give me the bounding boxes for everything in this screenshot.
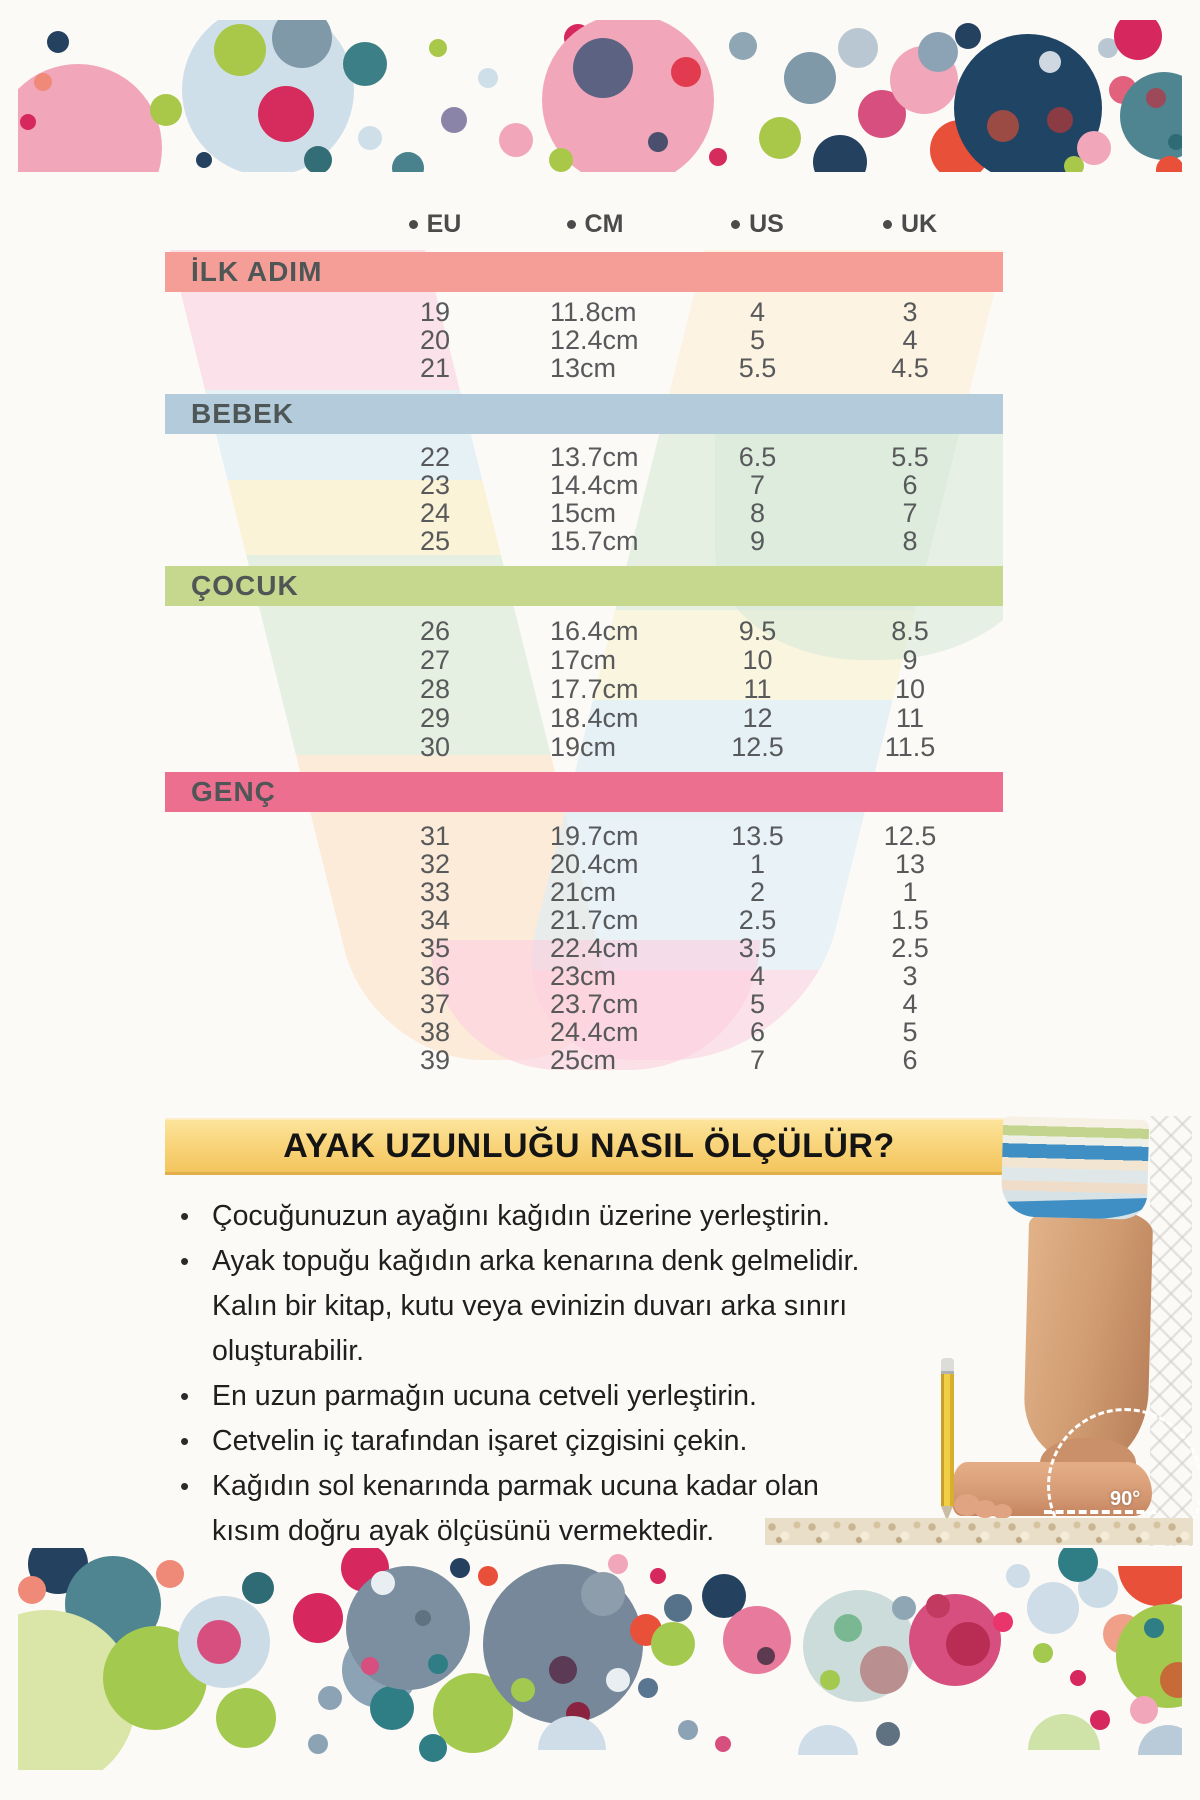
cell-eu: 29 bbox=[419, 703, 451, 733]
size-table bbox=[165, 206, 1003, 1073]
cell-cm: 23cm bbox=[550, 961, 617, 991]
cell-cm: 25cm bbox=[550, 1045, 617, 1075]
column-header-us bbox=[685, 210, 830, 239]
table-row bbox=[165, 353, 1003, 381]
cell-eu: 19 bbox=[419, 297, 451, 327]
baby-toe bbox=[992, 1504, 1012, 1519]
section-label: GENÇ bbox=[191, 776, 276, 807]
cell-us: 6 bbox=[749, 1017, 766, 1047]
bullet-text: Cetvelin iç tarafından işaret çizgisini çekin. bbox=[212, 1425, 748, 1457]
cell-uk: 3 bbox=[902, 961, 918, 991]
bullet-text: Kağıdın sol kenarında parmak ucuna kadar olan kısım doğru ayak ölçüsünü vermektedir. bbox=[212, 1470, 819, 1547]
table-row bbox=[165, 325, 1003, 353]
baby-shorts bbox=[1001, 1116, 1150, 1220]
section-rows bbox=[165, 442, 1003, 554]
column-header-eu bbox=[365, 210, 505, 239]
bullet-dot: • bbox=[180, 1381, 190, 1411]
cell-uk: 6 bbox=[902, 470, 918, 500]
cell-cm: 23.7cm bbox=[550, 989, 639, 1019]
cell-us: 13.5 bbox=[731, 821, 784, 851]
cell-cm: 13.7cm bbox=[550, 442, 639, 472]
cell-us: 9 bbox=[749, 526, 766, 556]
cell-us: 5 bbox=[749, 325, 766, 355]
carpet bbox=[765, 1518, 1193, 1545]
cell-cm: 18.4cm bbox=[550, 703, 639, 733]
table-row bbox=[165, 470, 1003, 498]
cell-uk: 6 bbox=[902, 1045, 918, 1075]
cell-eu: 39 bbox=[419, 1045, 451, 1075]
cell-us: 1 bbox=[749, 849, 766, 879]
bullet-dot: • bbox=[180, 1471, 190, 1501]
bullet-text: En uzun parmağın ucuna cetveli yerleştirin. bbox=[212, 1380, 757, 1412]
pencil-icon bbox=[941, 1374, 954, 1506]
cell-us: 2.5 bbox=[738, 905, 777, 935]
howto-title: AYAK UZUNLUĞU NASIL ÖLÇÜLÜR? bbox=[283, 1126, 895, 1165]
cell-eu: 21 bbox=[419, 353, 451, 383]
section-band-2 bbox=[165, 394, 1003, 434]
section-rows bbox=[165, 297, 1003, 381]
howto-list bbox=[168, 1194, 873, 1554]
cell-cm: 20.4cm bbox=[550, 849, 639, 879]
bullet-dot: • bbox=[180, 1246, 190, 1276]
column-header-label: UK bbox=[900, 209, 938, 238]
column-header-row bbox=[165, 206, 1003, 242]
table-row bbox=[165, 645, 1003, 674]
cell-us: 5 bbox=[749, 989, 766, 1019]
cell-uk: 5.5 bbox=[891, 442, 929, 472]
cell-uk: 8.5 bbox=[891, 616, 929, 646]
cell-uk: 11 bbox=[895, 703, 925, 733]
section-rows bbox=[165, 821, 1003, 1073]
table-row bbox=[165, 297, 1003, 325]
howto-item bbox=[168, 1374, 873, 1419]
cell-uk: 11.5 bbox=[884, 732, 936, 762]
cell-us: 8 bbox=[749, 498, 766, 528]
cell-uk: 2.5 bbox=[891, 933, 929, 963]
cell-us: 4 bbox=[749, 297, 766, 327]
section-band-1 bbox=[165, 252, 1003, 292]
cell-eu: 38 bbox=[419, 1017, 451, 1047]
cell-eu: 23 bbox=[419, 470, 451, 500]
cell-cm: 24.4cm bbox=[550, 1017, 639, 1047]
section-label: ÇOCUK bbox=[191, 570, 299, 601]
cell-uk: 1 bbox=[902, 877, 918, 907]
cell-uk: 1.5 bbox=[891, 905, 929, 935]
section-label: İLK ADIM bbox=[191, 256, 323, 287]
cell-cm: 19cm bbox=[550, 732, 617, 762]
cell-uk: 4 bbox=[902, 325, 918, 355]
column-header-label: US bbox=[749, 209, 784, 238]
column-header-label: CM bbox=[584, 209, 624, 238]
cell-us: 9.5 bbox=[738, 616, 777, 646]
table-row bbox=[165, 674, 1003, 703]
cell-cm: 15.7cm bbox=[550, 526, 639, 556]
pencil-icon bbox=[941, 1358, 954, 1374]
bubble-border-top bbox=[18, 20, 1182, 172]
cell-us: 7 bbox=[749, 470, 766, 500]
cell-eu: 33 bbox=[419, 877, 451, 907]
cell-uk: 9 bbox=[902, 645, 918, 675]
cell-us: 12.5 bbox=[731, 732, 784, 762]
table-row bbox=[165, 616, 1003, 645]
cell-cm: 16.4cm bbox=[550, 616, 639, 646]
bullet-dot-icon bbox=[731, 220, 740, 229]
table-row bbox=[165, 849, 1003, 877]
cell-uk: 5 bbox=[902, 1017, 918, 1047]
section-band-4 bbox=[165, 772, 1003, 812]
angle-label: 90° bbox=[1110, 1488, 1141, 1510]
bullet-dot: • bbox=[180, 1201, 190, 1231]
cell-eu: 32 bbox=[419, 849, 451, 879]
cell-cm: 19.7cm bbox=[550, 821, 639, 851]
bubble-border-bottom bbox=[18, 1548, 1182, 1770]
cell-eu: 36 bbox=[419, 961, 451, 991]
cell-eu: 26 bbox=[419, 616, 451, 646]
cell-cm: 11.8cm bbox=[550, 297, 637, 327]
cell-cm: 21.7cm bbox=[550, 905, 639, 935]
column-header-cm bbox=[505, 210, 685, 239]
cell-cm: 14.4cm bbox=[550, 470, 639, 500]
table-row bbox=[165, 442, 1003, 470]
cell-eu: 34 bbox=[419, 905, 451, 935]
howto-item bbox=[168, 1194, 873, 1239]
section-band-3 bbox=[165, 566, 1003, 606]
bullet-text: Çocuğunuzun ayağını kağıdın üzerine yerleştirin. bbox=[212, 1200, 830, 1232]
table-row bbox=[165, 933, 1003, 961]
cell-eu: 30 bbox=[419, 732, 451, 762]
table-row bbox=[165, 877, 1003, 905]
cell-eu: 20 bbox=[419, 325, 451, 355]
table-row bbox=[165, 905, 1003, 933]
table-row bbox=[165, 1017, 1003, 1045]
cell-eu: 25 bbox=[419, 526, 451, 556]
bullet-dot-icon bbox=[883, 220, 892, 229]
cell-uk: 7 bbox=[902, 498, 918, 528]
cell-uk: 12.5 bbox=[883, 821, 937, 851]
cell-eu: 35 bbox=[419, 933, 451, 963]
cell-us: 12 bbox=[742, 703, 773, 733]
cell-eu: 37 bbox=[419, 989, 451, 1019]
cell-eu: 22 bbox=[419, 442, 451, 472]
cell-eu: 28 bbox=[419, 674, 451, 704]
cell-cm: 22.4cm bbox=[550, 933, 639, 963]
cell-us: 10 bbox=[742, 645, 773, 675]
cell-uk: 4 bbox=[902, 989, 918, 1019]
cell-us: 3.5 bbox=[738, 933, 777, 963]
bullet-dot-icon bbox=[409, 220, 418, 229]
howto-banner bbox=[165, 1118, 1013, 1175]
cell-eu: 24 bbox=[419, 498, 451, 528]
cell-us: 2 bbox=[749, 877, 766, 907]
cell-us: 7 bbox=[749, 1045, 766, 1075]
cell-uk: 4.5 bbox=[891, 353, 929, 383]
cell-us: 6.5 bbox=[738, 442, 777, 472]
cell-cm: 17.7cm bbox=[550, 674, 639, 704]
cell-us: 5.5 bbox=[738, 353, 777, 383]
cell-us: 11 bbox=[743, 674, 772, 704]
bullet-dot-icon bbox=[567, 220, 576, 229]
cell-cm: 21cm bbox=[550, 877, 617, 907]
howto-item bbox=[168, 1239, 873, 1374]
table-row bbox=[165, 526, 1003, 554]
section-label: BEBEK bbox=[191, 398, 295, 429]
table-row bbox=[165, 1045, 1003, 1073]
table-row bbox=[165, 961, 1003, 989]
table-row bbox=[165, 732, 1003, 761]
cell-cm: 12.4cm bbox=[550, 325, 639, 355]
cell-uk: 10 bbox=[894, 674, 926, 704]
bullet-text: Ayak topuğu kağıdın arka kenarına denk gelmelidir. Kalın bir kitap, kutu veya evinizin duvarı arka sınırı oluşturabilir. bbox=[212, 1245, 860, 1367]
cell-us: 4 bbox=[749, 961, 766, 991]
howto-item bbox=[168, 1419, 873, 1464]
table-row bbox=[165, 821, 1003, 849]
cell-eu: 31 bbox=[419, 821, 451, 851]
cell-uk: 13 bbox=[894, 849, 926, 879]
table-row bbox=[165, 703, 1003, 732]
cell-cm: 13cm bbox=[550, 353, 617, 383]
table-row bbox=[165, 989, 1003, 1017]
table-row bbox=[165, 498, 1003, 526]
column-header-uk bbox=[830, 210, 990, 239]
cell-cm: 17cm bbox=[550, 645, 617, 675]
column-header-label: EU bbox=[426, 209, 462, 238]
section-rows bbox=[165, 616, 1003, 761]
cell-uk: 3 bbox=[902, 297, 918, 327]
cell-cm: 15cm bbox=[550, 498, 617, 528]
cell-eu: 27 bbox=[419, 645, 451, 675]
bullet-dot: • bbox=[180, 1426, 190, 1456]
cell-uk: 8 bbox=[902, 526, 918, 556]
